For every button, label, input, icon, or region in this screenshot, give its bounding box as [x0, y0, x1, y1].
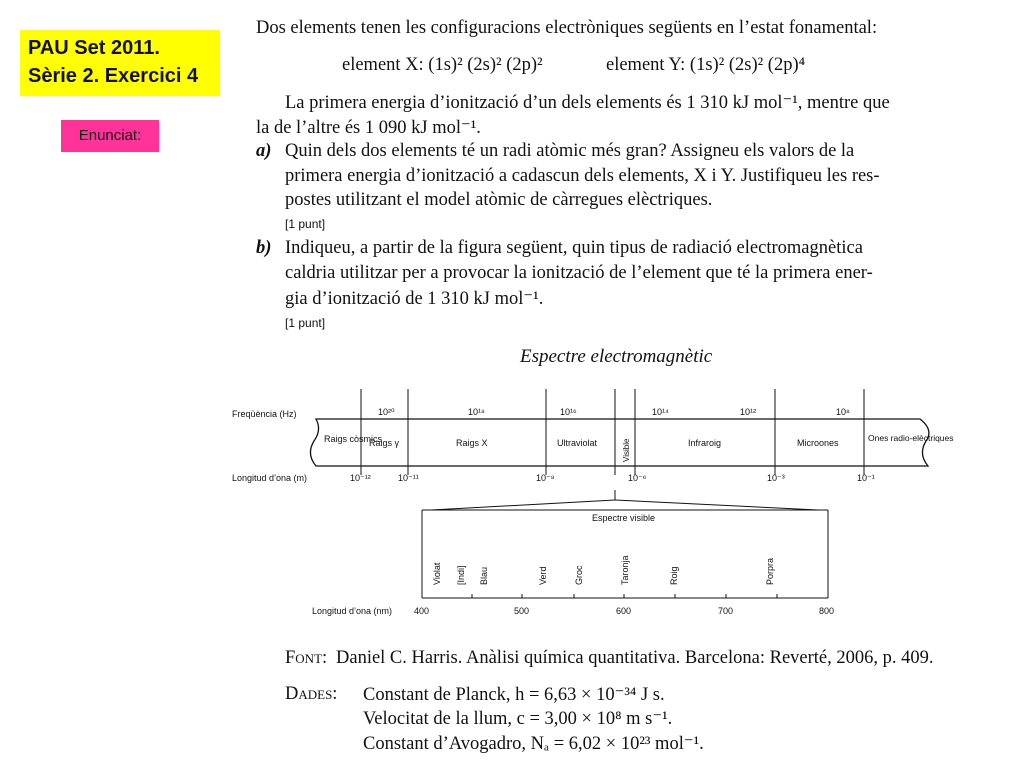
question-a-points: [1 punt] [285, 217, 326, 231]
exercise-title-line1: PAU Set 2011. [28, 37, 160, 59]
region-radio: Ones radio-elèctriques [868, 433, 954, 443]
region-xray: Raigs X [456, 438, 488, 448]
visible-spectrum-title: Espectre visible [592, 513, 656, 523]
wave-tick-4: 10⁻⁶ [628, 473, 647, 483]
paragraph-1b: la de l’altre és 1 090 kJ mol⁻¹. [256, 118, 481, 138]
nm-axis-ticks [472, 594, 777, 598]
freq-tick-1: 10²⁰ [378, 407, 395, 417]
data-planck: Constant de Planck, h = 6,63 × 10⁻³⁴ J s. [363, 685, 665, 705]
freq-tick-2: 10¹⁸ [468, 407, 485, 417]
color-purple: Porpra [765, 557, 775, 585]
color-orange: Taronja [620, 555, 630, 585]
question-a-line1: Quin dels dos elements té un radi atòmic més gran? Assigneu els valors de la [285, 141, 855, 161]
question-b-points: [1 punt] [285, 316, 326, 330]
wave-tick-1: 10⁻¹² [350, 473, 371, 483]
element-x-config: element X: (1s)² (2s)² (2p)² [342, 55, 543, 75]
color-indigo: [Indi] [456, 565, 466, 585]
exercise-title-line2: Sèrie 2. Exercici 4 [28, 65, 199, 87]
nm-tick-500: 500 [514, 606, 530, 616]
intro-text: Dos elements tenen les configuracions electròniques següents en l’estat fonamental: [256, 18, 878, 38]
region-gamma: Raigs γ [369, 438, 400, 448]
region-dividers [361, 389, 864, 475]
color-green: Verd [538, 566, 548, 585]
data-avogadro: Constant d’Avogadro, Nₐ = 6,02 × 10²³ mol⁻¹. [363, 734, 704, 754]
wave-tick-5: 10⁻³ [767, 473, 785, 483]
paragraph-1a: La primera energia d’ionització d’un dels elements és 1 310 kJ mol⁻¹, mentre que [285, 93, 890, 113]
color-yellow: Groc [574, 565, 584, 585]
source-label: Font: [285, 648, 328, 668]
question-b-line1: Indiqueu, a partir de la figura següent, quin tipus de radiació electromagnètica [285, 238, 863, 258]
region-cosmic: Raigs còsmics [324, 434, 383, 444]
source-text: Daniel C. Harris. Anàlisi química quantitativa. Barcelona: Reverté, 2006, p. 409. [336, 648, 934, 668]
question-a-label: a) [256, 141, 272, 161]
spectrum-title: Espectre electromagnètic [520, 346, 713, 367]
color-blue: Blau [479, 566, 489, 585]
freq-tick-3: 10¹⁶ [560, 407, 577, 417]
region-visible: Visible [622, 438, 631, 462]
element-y-config: element Y: (1s)² (2s)² (2p)⁴ [606, 55, 806, 75]
question-a-line3: postes utilitzant el model atòmic de càrregues elèctriques. [285, 190, 713, 210]
wave-tick-6: 10⁻¹ [857, 473, 875, 483]
freq-tick-6: 10⁸ [836, 407, 850, 417]
enunciat-badge: Enunciat: [61, 120, 159, 152]
wave-tick-3: 10⁻⁸ [536, 473, 555, 483]
wave-tick-2: 10⁻¹¹ [398, 473, 419, 483]
color-violet: Violat [432, 562, 442, 585]
freq-tick-5: 10¹² [740, 407, 757, 417]
question-b-line2: caldria utilitzar per a provocar la ionització de l’element que té la primera ener- [285, 263, 873, 283]
question-b-line3: gia d’ionització de 1 310 kJ mol⁻¹. [285, 289, 544, 309]
data-light-speed: Velocitat de la llum, c = 3,00 × 10⁸ m s⁻¹. [363, 709, 673, 729]
question-a-line2: primera energia d’ionització a cadascun dels elements, X i Y. Justifiqueu les res- [285, 166, 880, 186]
nm-tick-600: 600 [616, 606, 632, 616]
nm-tick-400: 400 [414, 606, 430, 616]
data-label: Dades: [285, 684, 338, 704]
wave-axis-label: Longitud d’ona (m) [232, 473, 308, 483]
region-uv: Ultraviolat [557, 438, 598, 448]
nm-tick-700: 700 [718, 606, 734, 616]
nm-axis-label: Longitud d’ona (nm) [312, 606, 393, 616]
region-microwave: Microones [797, 438, 839, 448]
region-ir: Infraroig [688, 438, 722, 448]
freq-tick-4: 10¹⁴ [652, 407, 669, 417]
freq-axis-label: Freqüència (Hz) [232, 409, 297, 419]
color-red: Roig [669, 566, 679, 585]
nm-tick-800: 800 [819, 606, 835, 616]
question-b-label: b) [256, 238, 272, 258]
